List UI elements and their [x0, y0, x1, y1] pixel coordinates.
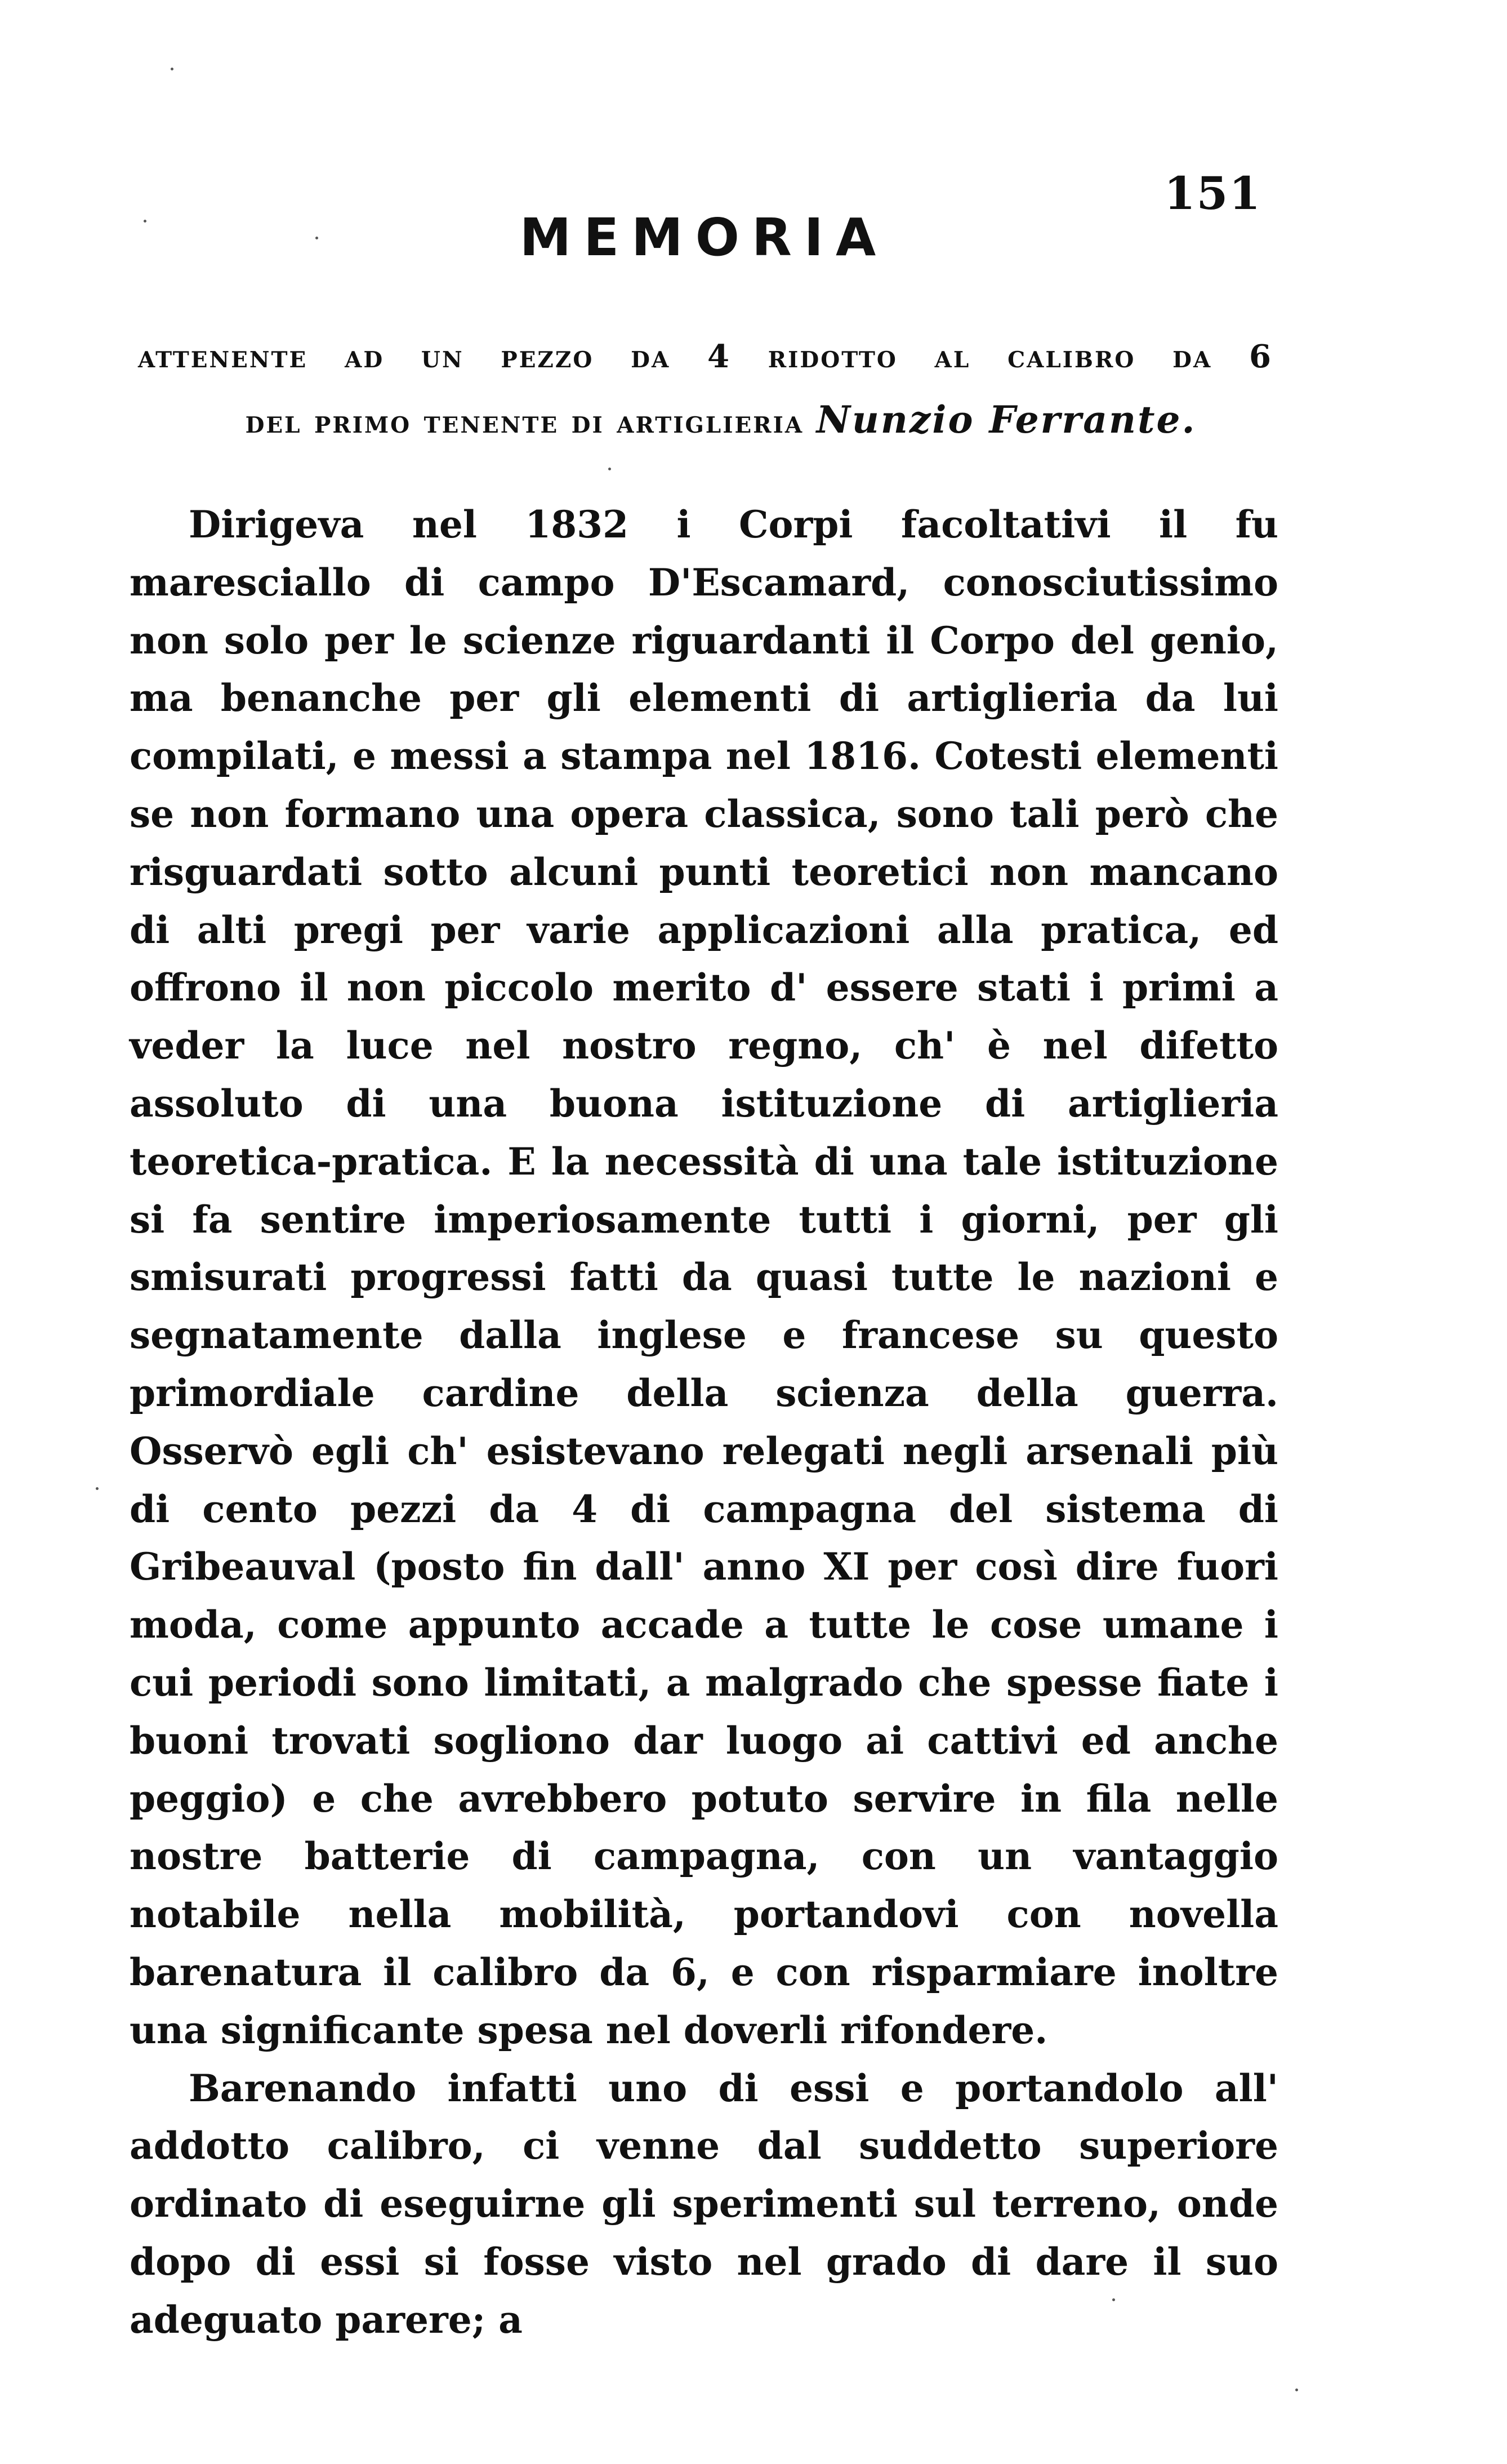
- subtitle-rank: del primo tenente di artiglieria: [245, 403, 804, 441]
- body-text: [130, 496, 1278, 2349]
- paper-speck: [1295, 2389, 1298, 2391]
- page-number: 151: [1164, 167, 1261, 220]
- author-name: Nunzio Ferrante.: [816, 398, 1197, 442]
- paper-speck: [171, 68, 173, 70]
- paragraph-2: Barenando infatti uno di essi e portandolo all' addotto calibro, ci venne dal suddetto superiore ordinato di eseguirne gli sperimenti sul terreno, onde dopo di essi si fosse visto nel grado di dare il suo adeguato parere; a: [130, 2066, 1278, 2342]
- paper-speck: [315, 237, 318, 239]
- chapter-title: MEMORIA: [519, 207, 889, 268]
- subtitle-line-2: [186, 398, 1256, 442]
- paper-speck: [96, 1487, 99, 1490]
- paper-speck: [608, 468, 611, 470]
- paragraph-1: Dirigeva nel 1832 i Corpi facoltativi il fu maresciallo di campo D'Escamard, conosciutissimo non solo per le scienze riguardanti il Corpo del genio, ma benanche per gli elementi di artiglieria da lui compilati, e messi a stampa nel 1816. Cotesti elementi se non formano una opera classica, sono tali però che risguardati sotto alcuni punti teoretici non mancano di alti pregi per varie applicazioni alla pratica, ed offrono il non piccolo merito d' essere stati i primi a veder la luce nel nostro regno, ch' è nel difetto assoluto di una buona istituzione di artiglieria teoretica-pratica. E la necessità di una tale istituzione si fa sentire imperiosamente tutti i giorni, per gli smisurati progressi fatti da quasi tutte le nazioni e segnatamente dalla inglese e francese su questo primordiale cardine della scienza della guerra. Osservò egli ch' esistevano relegati negli arsenali più di cento pezzi da 4 di campagna del sistema di Gribeauval (posto fin dall' anno XI per così dire fuori moda, come appunto accade a tutte le cose umane i cui periodi sono limitati, a malgrado che spesse fiate i buoni trovati sogliono dar luogo ai cattivi ed anche peggio) e che avrebbero potuto servire in fila nelle nostre batterie di campagna, con un vantaggio notabile nella mobilità, portandovi con novella barenatura il calibro da 6, e con risparmiare inoltre una significante spesa nel doverli rifondere.: [130, 502, 1278, 2052]
- subtitle-line-1: attenente ad un pezzo da 4 ridotto al calibro da 6: [138, 338, 1273, 375]
- paper-speck: [144, 220, 146, 223]
